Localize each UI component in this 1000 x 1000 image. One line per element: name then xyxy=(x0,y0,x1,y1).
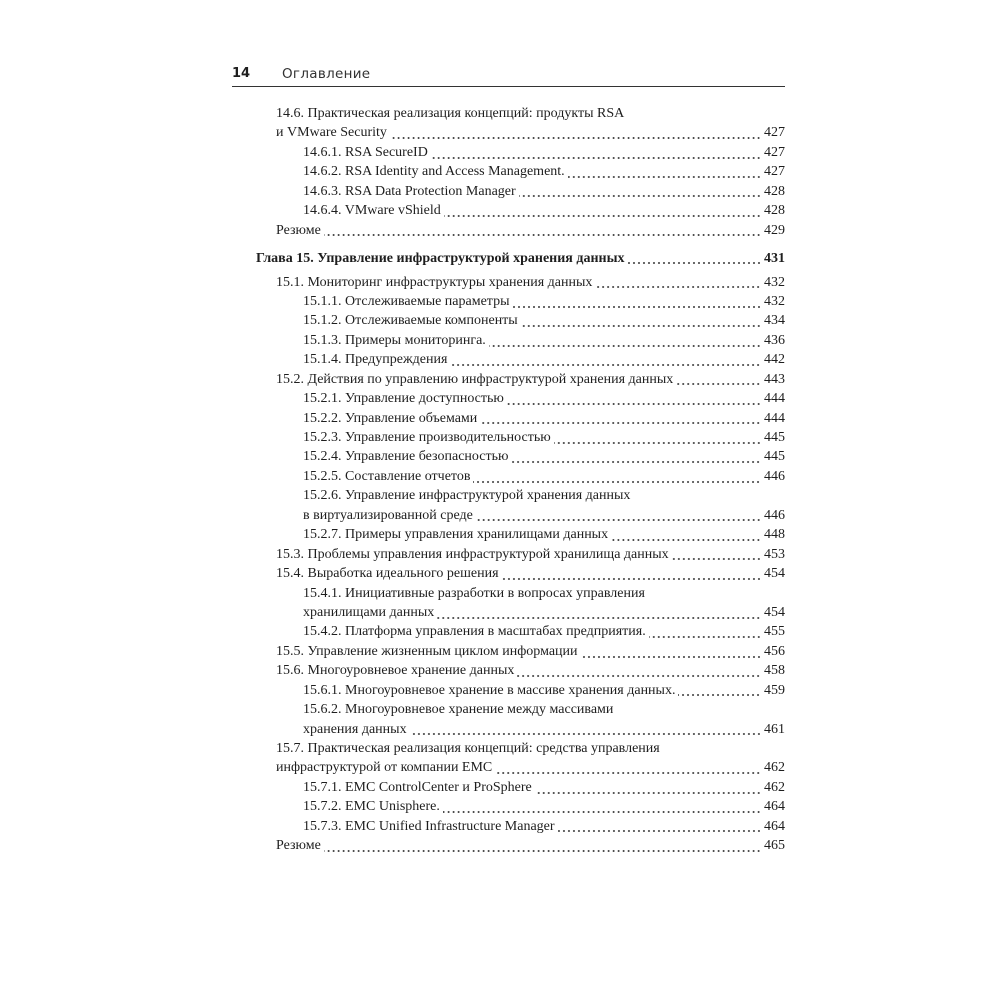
toc-entry xyxy=(0,603,1000,622)
toc-entry xyxy=(0,331,1000,350)
toc-page-number: 445 xyxy=(764,449,785,465)
toc-entry xyxy=(0,350,1000,369)
page-number: 14 xyxy=(232,66,251,81)
toc-page-number: 455 xyxy=(764,624,785,640)
toc-page-number: 427 xyxy=(764,125,785,141)
toc-entry xyxy=(0,428,1000,447)
toc-entry-title: инфраструктурой от компании EMC xyxy=(276,760,493,776)
dot-leader xyxy=(568,176,761,178)
toc-entry-title: 15.1.3. Примеры мониторинга. xyxy=(303,332,486,348)
toc-entry xyxy=(0,584,1000,603)
dot-leader xyxy=(444,215,761,217)
toc-entry-title: 15.7.3. EMC Unified Infrastructure Manager xyxy=(303,818,555,834)
toc-entry-title: 15.6. Многоуровневое хранение данных xyxy=(276,663,515,679)
toc-page-number: 464 xyxy=(764,799,785,815)
toc-entry xyxy=(0,162,1000,181)
toc-entry-title: 14.6.4. VMware vShield xyxy=(303,203,441,219)
toc-entry-title: 14.6.2. RSA Identity and Access Management. xyxy=(303,164,565,180)
toc-entry-title: Глава 15. Управление инфраструктурой хранения данных xyxy=(256,250,625,266)
toc-page-number: 434 xyxy=(764,313,785,329)
dot-leader xyxy=(611,539,761,541)
toc-entry-title: 15.1. Мониторинг инфраструктуры хранения данных xyxy=(276,274,593,290)
toc-entry xyxy=(0,370,1000,389)
dot-leader xyxy=(443,811,761,813)
dot-leader xyxy=(678,694,761,696)
toc-page-number: 462 xyxy=(764,760,785,776)
toc-entry xyxy=(0,525,1000,544)
toc-entry-title: в виртуализированной среде xyxy=(303,507,473,523)
toc-page-number: 436 xyxy=(764,332,785,348)
table-of-contents xyxy=(0,104,1000,856)
toc-entry-title: 15.5. Управление жизненным циклом информации xyxy=(276,643,578,659)
toc-page-number: 462 xyxy=(764,779,785,795)
toc-entry-title: 15.4.1. Инициативные разработки в вопросах управления xyxy=(303,585,645,601)
dot-leader xyxy=(324,234,761,236)
dot-leader xyxy=(581,656,761,658)
toc-entry-title: 15.7. Практическая реализация концепций: средства управления xyxy=(276,741,660,756)
toc-entry-title: 15.4.2. Платформа управления в масштабах предприятия. xyxy=(303,624,646,640)
dot-leader xyxy=(521,325,761,327)
dot-leader xyxy=(495,772,761,774)
toc-entry xyxy=(0,797,1000,816)
toc-entry-title: 15.6.1. Многоуровневое хранение в массиве хранения данных. xyxy=(303,682,676,698)
toc-entry-title: 14.6. Практическая реализация концепций: продукты RSA xyxy=(276,106,625,121)
toc-entry-title: хранилищами данных xyxy=(303,604,435,620)
toc-entry xyxy=(0,467,1000,486)
toc-page-number: 444 xyxy=(764,410,785,426)
toc-entry xyxy=(0,778,1000,797)
toc-entry-title: 15.4. Выработка идеального решения xyxy=(276,566,499,582)
toc-entry xyxy=(0,758,1000,777)
toc-entry-title: 15.1.1. Отслеживаемые параметры xyxy=(303,293,510,309)
dot-leader xyxy=(450,364,761,366)
toc-entry xyxy=(0,836,1000,855)
toc-chapter-entry xyxy=(0,249,1000,268)
toc-page-number: 442 xyxy=(764,352,785,368)
toc-entry xyxy=(0,273,1000,292)
toc-page-number: 427 xyxy=(764,144,785,160)
dot-leader xyxy=(410,733,761,735)
toc-page-number: 432 xyxy=(764,274,785,290)
toc-page-number: 458 xyxy=(764,663,785,679)
toc-entry-title: 15.2.3. Управление производительностью xyxy=(303,430,551,445)
toc-page-number: 429 xyxy=(764,222,785,238)
dot-leader xyxy=(554,442,761,444)
toc-entry xyxy=(0,545,1000,564)
toc-page-number: 446 xyxy=(764,468,785,484)
dot-leader xyxy=(507,403,761,405)
toc-entry-title: 15.2.6. Управление инфраструктурой хранения данных xyxy=(303,488,631,504)
toc-entry-title: 15.6.2. Многоуровневое хранение между массивами xyxy=(303,702,614,718)
toc-entry xyxy=(0,681,1000,700)
dot-leader xyxy=(595,286,761,288)
toc-page-number: 428 xyxy=(764,203,785,219)
toc-entry xyxy=(0,817,1000,836)
toc-entry xyxy=(0,221,1000,240)
toc-entry-title: 15.7.2. EMC Unisphere. xyxy=(303,799,440,815)
toc-entry-title: хранения данных xyxy=(303,721,407,737)
toc-page-number: 445 xyxy=(764,430,785,445)
toc-entry-title: 15.2. Действия по управлению инфраструктурой хранения данных xyxy=(276,371,674,387)
dot-leader xyxy=(511,461,761,463)
toc-entry xyxy=(0,506,1000,525)
toc-entry xyxy=(0,311,1000,330)
toc-entry-title: 15.1.4. Предупреждения xyxy=(303,352,448,368)
toc-entry xyxy=(0,661,1000,680)
toc-entry xyxy=(0,622,1000,641)
toc-page-number: 448 xyxy=(764,527,785,543)
toc-page-number: 461 xyxy=(764,721,785,737)
toc-entry-title: 14.6.3. RSA Data Protection Manager xyxy=(303,183,516,199)
dot-leader xyxy=(628,262,761,264)
dot-leader xyxy=(502,578,761,580)
toc-page-number: 453 xyxy=(764,546,785,562)
toc-entry-title: 15.7.1. EMC ControlCenter и ProSphere xyxy=(303,779,532,795)
toc-entry xyxy=(0,447,1000,466)
toc-entry xyxy=(0,564,1000,583)
toc-page-number: 446 xyxy=(764,507,785,523)
toc-entry xyxy=(0,182,1000,201)
toc-entry xyxy=(0,642,1000,661)
toc-page-number: 443 xyxy=(764,371,785,387)
toc-page-number: 444 xyxy=(764,391,785,407)
toc-entry xyxy=(0,292,1000,311)
toc-entry-title: Резюме xyxy=(276,222,321,238)
toc-entry xyxy=(0,143,1000,162)
toc-entry-title: 15.2.1. Управление доступностью xyxy=(303,391,504,407)
toc-entry-title: 15.2.2. Управление объемами xyxy=(303,410,478,426)
toc-entry xyxy=(0,201,1000,220)
toc-entry-title: 15.3. Проблемы управления инфраструктурой хранилища данных xyxy=(276,546,669,562)
toc-page-number: 464 xyxy=(764,818,785,834)
toc-page-number: 454 xyxy=(764,604,785,620)
running-header xyxy=(232,65,785,87)
toc-page-number: 427 xyxy=(764,164,785,180)
toc-entry-title: 15.1.2. Отслеживаемые компоненты xyxy=(303,313,518,329)
dot-leader xyxy=(519,195,761,197)
dot-leader xyxy=(672,558,761,560)
toc-entry xyxy=(0,389,1000,408)
dot-leader xyxy=(489,345,761,347)
dot-leader xyxy=(517,675,761,677)
dot-leader xyxy=(437,617,761,619)
toc-entry xyxy=(0,123,1000,142)
toc-entry xyxy=(0,486,1000,505)
dot-leader xyxy=(513,306,762,308)
dot-leader xyxy=(324,850,761,852)
dot-leader xyxy=(649,636,761,638)
toc-entry-title: 14.6.1. RSA SecureID xyxy=(303,144,428,160)
running-title: Оглавление xyxy=(282,66,371,82)
toc-entry xyxy=(0,409,1000,428)
toc-entry-title: Резюме xyxy=(276,838,321,854)
dot-leader xyxy=(558,830,761,832)
dot-leader xyxy=(480,422,761,424)
toc-entry-title: 15.2.7. Примеры управления хранилищами данных xyxy=(303,527,609,543)
toc-page-number: 465 xyxy=(764,838,785,854)
toc-entry-title: и VMware Security xyxy=(276,125,387,141)
toc-entry-title: 15.2.5. Составление отчетов xyxy=(303,468,471,484)
dot-leader xyxy=(476,519,761,521)
toc-page-number: 432 xyxy=(764,293,785,309)
toc-entry xyxy=(0,739,1000,758)
dot-leader xyxy=(535,792,761,794)
toc-page-number: 456 xyxy=(764,643,785,659)
toc-page-number: 454 xyxy=(764,566,785,582)
dot-leader xyxy=(390,137,761,139)
toc-page-number: 431 xyxy=(764,250,785,266)
toc-entry xyxy=(0,720,1000,739)
dot-leader xyxy=(473,481,761,483)
dot-leader xyxy=(431,157,761,159)
toc-entry xyxy=(0,700,1000,719)
dot-leader xyxy=(676,383,761,385)
toc-page-number: 459 xyxy=(764,682,785,698)
toc-entry xyxy=(0,104,1000,123)
toc-entry-title: 15.2.4. Управление безопасностью xyxy=(303,449,509,465)
toc-page-number: 428 xyxy=(764,183,785,199)
